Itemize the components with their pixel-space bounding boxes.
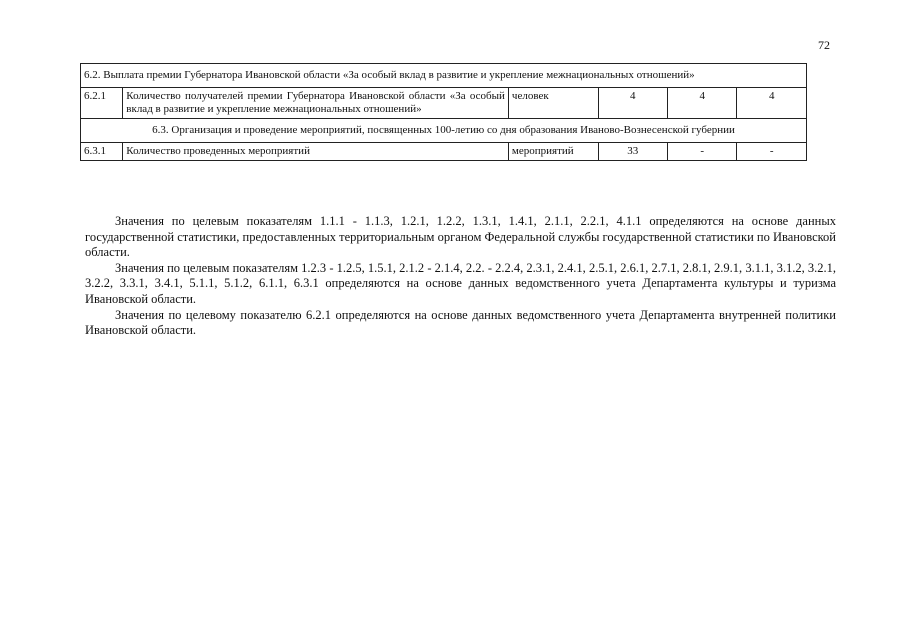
table-row	[81, 88, 807, 119]
paragraph-statistics-source: Значения по целевым показателям 1.1.1 - 1.1.3, 1.2.1, 1.2.2, 1.3.1, 1.4.1, 2.1.1, 2.2.1, 4.1.1 определяются на основе данных государственной статистики, предоставленных территориальным органом Федеральной службы государственной статистики по Ивановской области.	[85, 214, 836, 260]
indicator-value-2: -	[668, 143, 737, 161]
indicator-value-1: 33	[598, 143, 667, 161]
section-row	[81, 119, 807, 143]
indicator-unit: человек	[508, 88, 598, 119]
indicator-value-3: 4	[737, 88, 807, 119]
paragraph-culture-department-source: Значения по целевым показателям 1.2.3 - 1.2.5, 1.5.1, 2.1.2 - 2.1.4, 2.2. - 2.2.4, 2.3.1, 2.4.1, 2.5.1, 2.6.1, 2.7.1, 2.8.1, 2.9.1, 3.1.1, 3.1.2, 3.2.1, 3.2.2, 3.3.1, 3.4.1, 5.1.1, 5.1.2, 6.1.1, 6.3.1 определяются на основе данных ведомственного учета Департамента культуры и туризма Ивановской области.	[85, 260, 836, 306]
section-title: 6.2. Выплата премии Губернатора Ивановской области «За особый вклад в развитие и укрепление межнациональных отношений»	[81, 64, 807, 88]
indicator-name: Количество получателей премии Губернатора Ивановской области «За особый вклад в развитие и укрепление межнациональных отношений»	[123, 88, 509, 119]
indicator-table	[80, 63, 807, 161]
indicator-number: 6.3.1	[81, 143, 123, 161]
section-title: 6.3. Организация и проведение мероприятий, посвященных 100-летию со дня образования Иваново-Вознесенской губернии	[81, 119, 807, 143]
table-row	[81, 143, 807, 161]
indicator-value-2: 4	[668, 88, 737, 119]
indicator-name: Количество проведенных мероприятий	[123, 143, 509, 161]
page-number: 72	[818, 38, 830, 52]
indicator-table-body	[81, 64, 807, 161]
indicator-unit: мероприятий	[508, 143, 598, 161]
indicator-number: 6.2.1	[81, 88, 123, 119]
indicator-value-1: 4	[598, 88, 667, 119]
indicator-value-3: -	[737, 143, 807, 161]
paragraph-internal-policy-source: Значения по целевому показателю 6.2.1 определяются на основе данных ведомственного учета Департамента внутренней политики Ивановской области.	[85, 307, 836, 338]
explanatory-text	[85, 214, 836, 339]
section-row	[81, 64, 807, 88]
